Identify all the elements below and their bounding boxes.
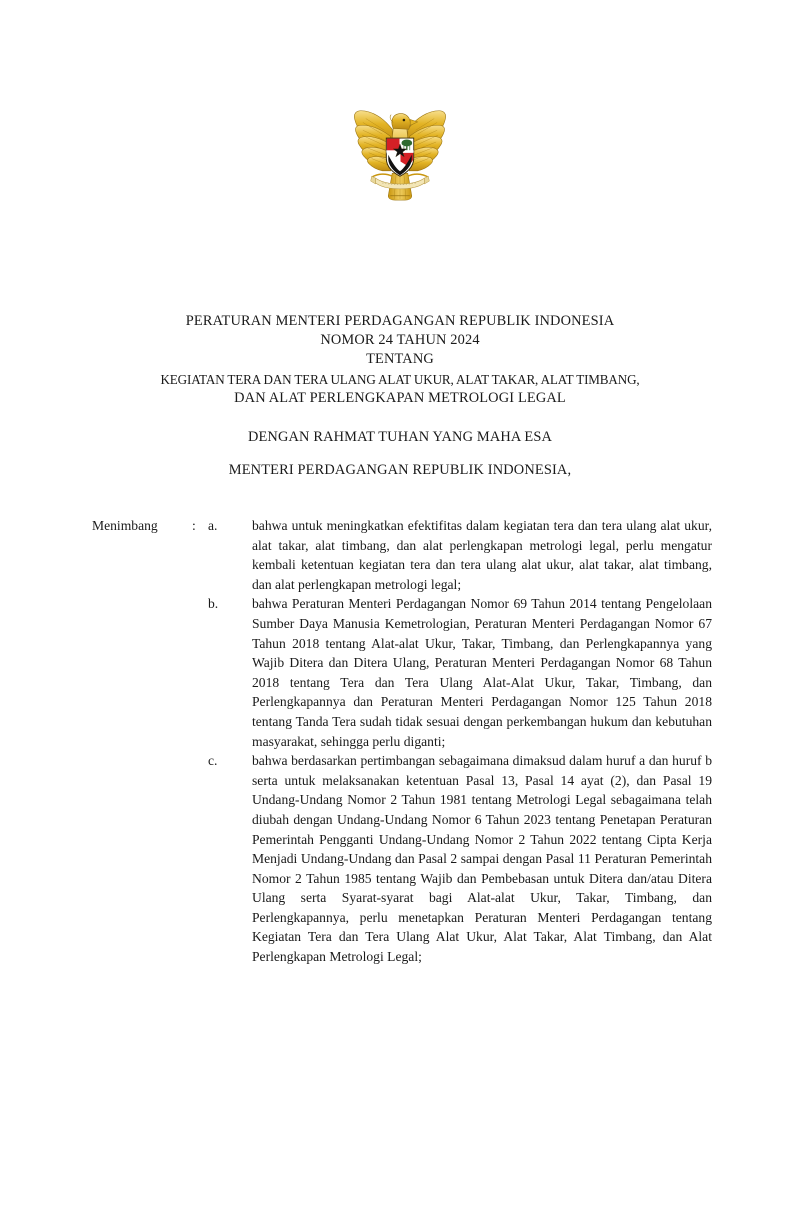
title-line-3: TENTANG [366,351,434,368]
item-text-a: bahwa untuk meningkatkan efektifitas dalam kegiatan tera dan tera ulang alat ukur, alat takar, alat timbang, dan alat perlengkapan metrologi legal, perlu mengatur kembali ketentuan kegiatan tera dan tera ulang alat ukur, alat takar, alat timbang, dan alat perlengkapan metrologi legal; [252,518,712,592]
title-line-1: PERATURAN MENTERI PERDAGANGAN REPUBLIK INDONESIA [185,313,615,329]
considering-colon: : [192,518,196,533]
title-line-5: DAN ALAT PERLENGKAPAN METROLOGI LEGAL [234,389,566,406]
item-marker-b: b. [208,596,219,612]
title-line-2: NOMOR 24 TAHUN 2024 [320,332,480,349]
item-marker-a: a. [208,518,218,533]
authority-line: MENTERI PERDAGANGAN REPUBLIK INDONESIA, [228,462,572,478]
considering-item-b [92,594,712,751]
title-line-4: KEGIATAN TERA DAN TERA ULANG ALAT UKUR, ALAT TAKAR, ALAT TIMBANG, [160,371,640,387]
emblem-container [0,100,800,205]
item-text-c: bahwa berdasarkan pertimbangan sebagaimana dimaksud dalam huruf a dan huruf b serta untuk melaksanakan ketentuan Pasal 13, Pasal 14 ayat (2), dan Pasal 19 Undang-Undang Nomor 2 Tahun 1981 tentang Metrologi Legal sebagaimana telah diubah dengan Undang-Undang Nomor 6 Tahun 2023 tentang Penetapan Peraturan Pemerintah Pengganti Undang-Undang Nomor 2 Tahun 2022 tentang Cipta Kerja Menjadi Undang-Undang dan Pasal 2 sampai dengan Pasal 11 Peraturan Pemerintah Nomor 2 Tahun 1985 tentang Wajib dan Pembebasan untuk Ditera dan/atau Ditera Ulang serta Syarat-syarat bagi Alat-alat Ukur, Takar, Timbang, dan Perlengkapannya, perlu menetapkan Peraturan Menteri Perdagangan tentang Kegiatan Tera dan Tera Ulang Alat Ukur, Alat Takar, Alat Timbang, dan Alat Perlengkapan Metrologi Legal; [252,753,712,965]
document-title-block [60,312,740,408]
considering-item-c [92,751,712,967]
considering-section [92,516,712,967]
item-text-b: bahwa Peraturan Menteri Perdagangan Nomor 69 Tahun 2014 tentang Pengelolaan Sumber Daya Manusia Kemetrologian, Peraturan Menteri Perdagangan Nomor 67 Tahun 2018 tentang Alat-alat Ukur, Takar, Timbang, dan Perlengkapannya yang Wajib Ditera dan Ditera Ulang, Peraturan Menteri Perdagangan Nomor 68 Tahun 2018 tentang Tera dan Tera Ulang Alat-Alat Ukur, Takar, Timbang, dan Perlengkapannya dan Peraturan Menteri Perdagangan Nomor 125 Tahun 2018 tentang Tanda Tera sudah tidak sesuai dengan perkembangan hukum dan kebutuhan masyarakat, sehingga perlu diganti; [252,596,712,749]
blessing-line: DENGAN RAHMAT TUHAN YANG MAHA ESA [247,429,553,445]
garuda-pancasila-icon [341,100,459,205]
item-marker-c: c. [208,753,218,769]
considering-item-a [92,516,712,594]
considering-label: Menimbang [92,518,158,533]
